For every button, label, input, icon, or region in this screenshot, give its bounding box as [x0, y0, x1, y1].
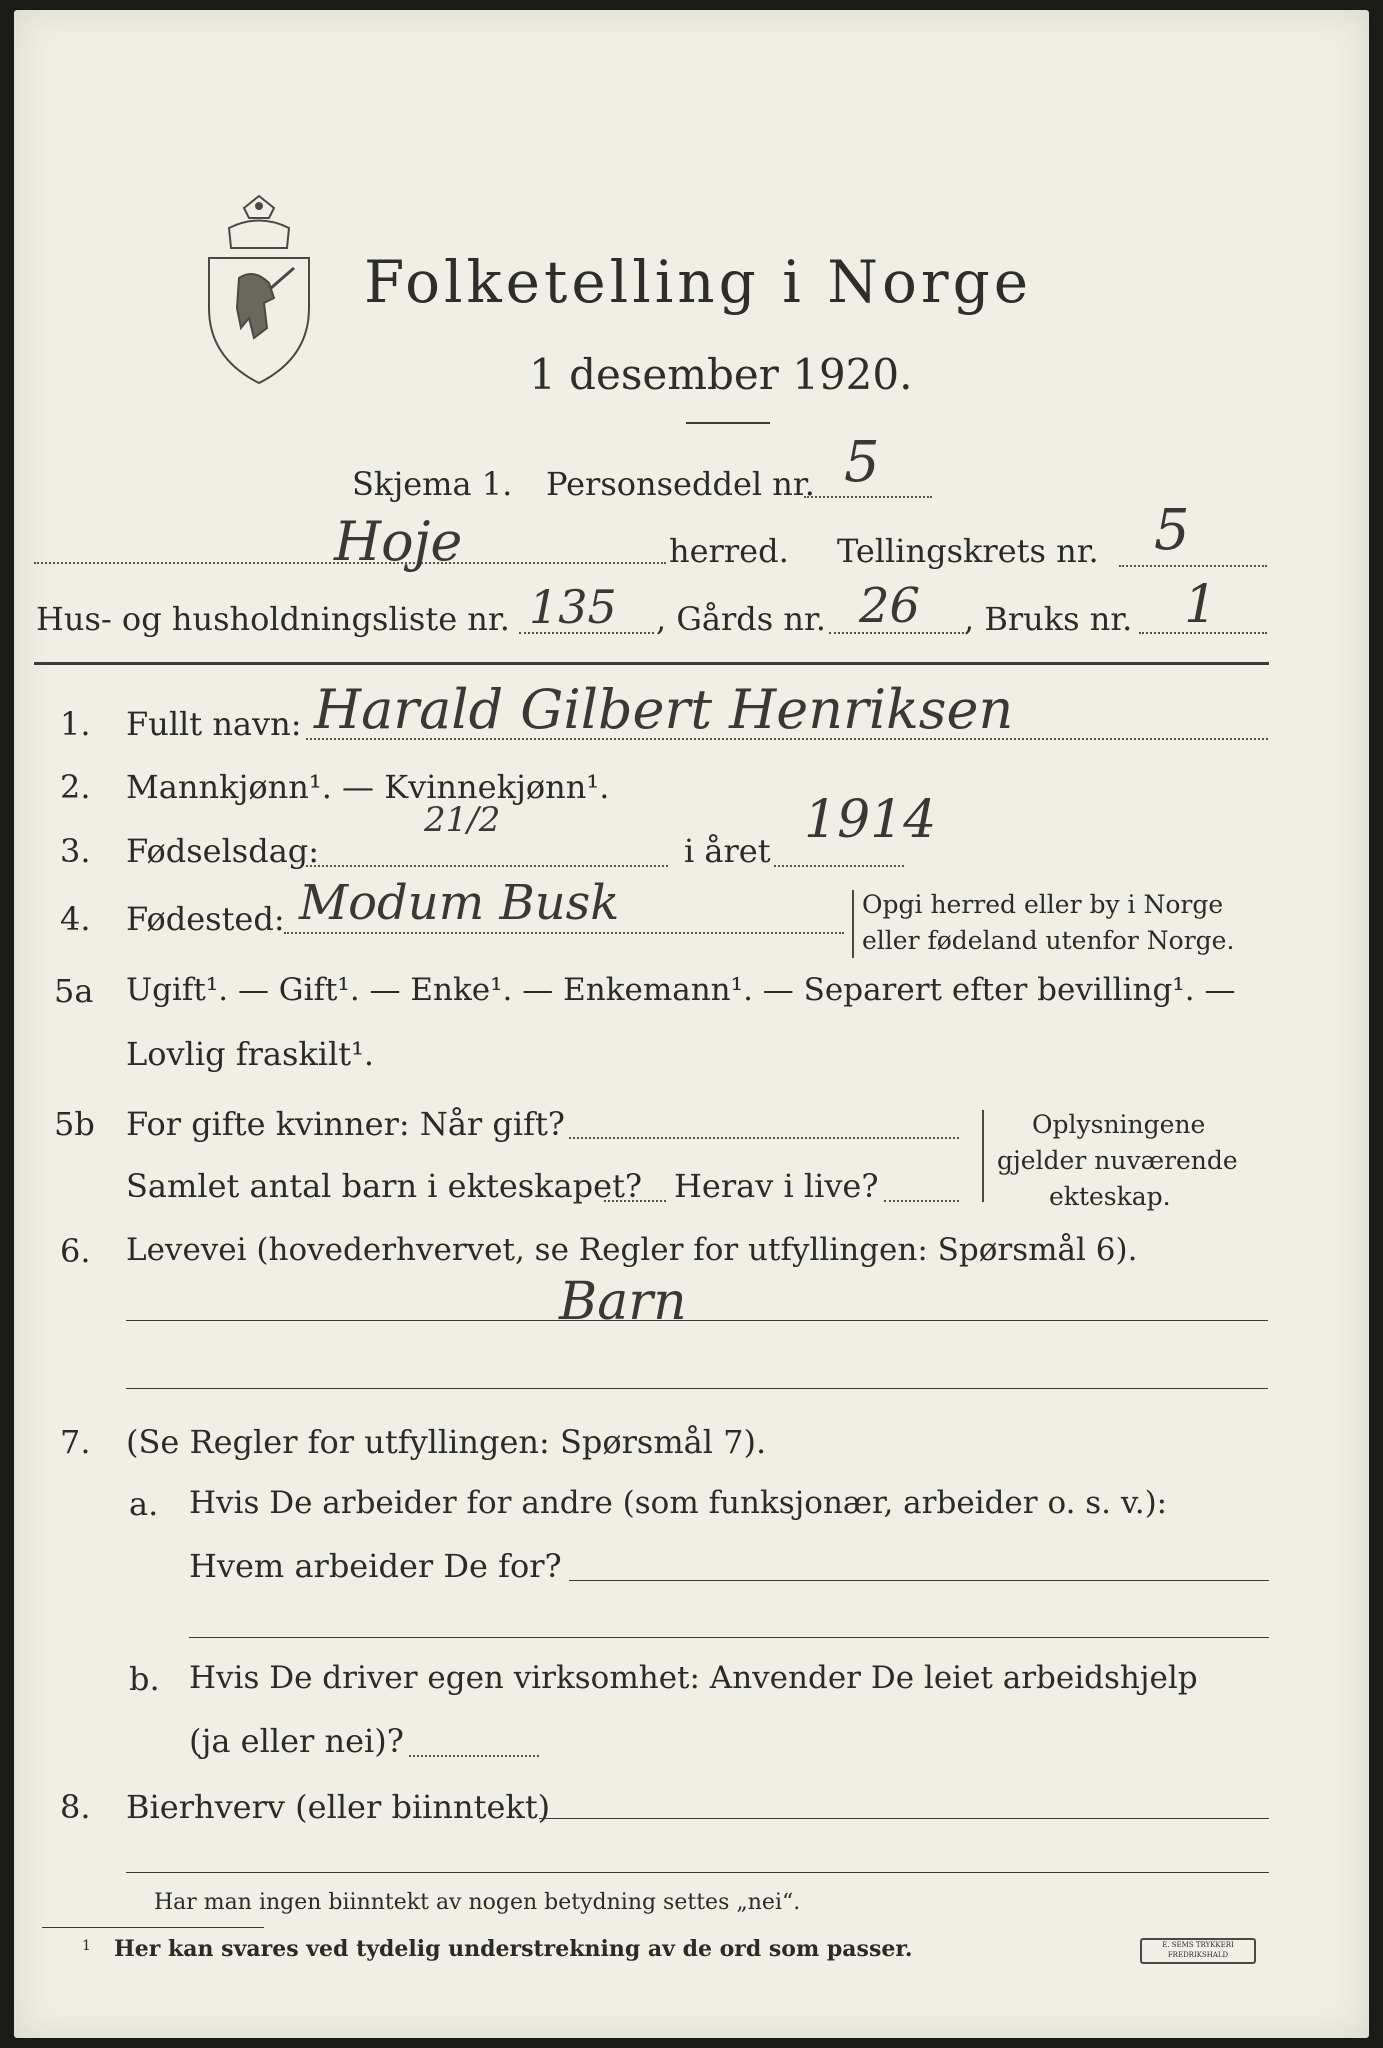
q7a-label: Hvis De arbeider for andre (som funksjonær, arbeider o. s. v.):	[189, 1485, 1168, 1521]
skjema-label: Skjema 1.	[352, 465, 513, 503]
printer-stamp: E. SEMS TRYKKERI FREDRIKSHALD	[1140, 1938, 1256, 1964]
form-title: Folketelling i Norge	[364, 248, 1033, 316]
footnote: Her kan svares ved tydelig understrekning av de ord som passer.	[114, 1936, 913, 1962]
tellingskrets-label: Tellingskrets nr.	[837, 532, 1099, 570]
q5a-label-2: Lovlig fraskilt¹.	[126, 1035, 375, 1073]
herred-value: Hoje	[334, 510, 463, 573]
census-date: 1 desember 1920.	[529, 350, 913, 399]
q7a-letter: a.	[129, 1485, 159, 1523]
q4-note-2: eller fødeland utenfor Norge.	[862, 926, 1235, 955]
footer-note: Har man ingen biinntekt av nogen betydning settes „nei“.	[154, 1890, 801, 1915]
bruks-value: 1	[1184, 575, 1218, 635]
census-form	[14, 10, 1369, 2038]
q6-number: 6.	[60, 1232, 91, 1270]
q3-line	[306, 865, 668, 867]
q7a-line-1	[569, 1580, 1269, 1581]
q1-number: 1.	[60, 705, 91, 743]
q5a-label: Ugift¹. — Gift¹. — Enke¹. — Enkemann¹. — Separert efter bevilling¹. —	[126, 972, 1236, 1008]
q8-line-1	[539, 1818, 1269, 1819]
coat-of-arms-icon	[199, 188, 319, 392]
title-divider	[686, 422, 770, 424]
hus-value: 135	[529, 580, 617, 634]
herred-label: herred.	[669, 532, 789, 570]
q7-label: (Se Regler for utfyllingen: Spørsmål 7).	[126, 1423, 767, 1461]
q5b-note-3: ekteskap.	[1049, 1182, 1171, 1211]
q5a-number: 5a	[54, 972, 94, 1010]
q1-value: Harald Gilbert Henriksen	[314, 678, 1014, 741]
gards-label: , Gårds nr.	[656, 600, 826, 638]
q6-line-1	[126, 1320, 1268, 1321]
hus-label: Hus- og husholdningsliste nr.	[36, 600, 510, 638]
q3-value: 21/2	[424, 800, 501, 840]
q5b-children-line	[604, 1200, 666, 1202]
q5b-label-3: Herav i live?	[674, 1167, 879, 1205]
q7b-label: Hvis De driver egen virksomhet: Anvender De leiet arbeidshjelp	[189, 1660, 1198, 1696]
q7a-label-2: Hvem arbeider De for?	[189, 1547, 562, 1585]
header-separator	[34, 662, 1269, 665]
personseddel-label: Personseddel nr.	[546, 465, 815, 503]
q4-brace	[852, 890, 854, 958]
q5b-label: For gifte kvinner: Når gift?	[126, 1105, 565, 1143]
q8-label: Bierhverv (eller biinntekt)	[126, 1788, 551, 1826]
bruks-label: , Bruks nr.	[964, 600, 1133, 638]
q3-number: 3.	[60, 832, 91, 870]
q2-label: Mannkjønn¹. — Kvinnekjønn¹.	[126, 768, 610, 806]
q6-label: Levevei (hovederhvervet, se Regler for utfyllingen: Spørsmål 6).	[126, 1232, 1138, 1268]
personseddel-line	[804, 496, 932, 498]
q8-line-2	[126, 1872, 1269, 1873]
q2-number: 2.	[60, 768, 91, 806]
q7b-letter: b.	[129, 1660, 160, 1698]
q4-note-1: Opgi herred eller by i Norge	[862, 890, 1224, 919]
q4-label: Fødested:	[126, 900, 285, 938]
personseddel-value: 5	[844, 430, 880, 495]
q6-line-2	[126, 1388, 1268, 1389]
q3-year-value: 1914	[804, 790, 937, 850]
q5b-note-2: gjelder nuværende	[997, 1146, 1238, 1175]
q4-line	[284, 932, 844, 934]
q6-value: Barn	[559, 1272, 687, 1332]
q7b-label-2: (ja eller nei)?	[189, 1722, 404, 1760]
q3-year-line	[774, 865, 904, 867]
q5b-brace	[982, 1110, 984, 1202]
q5b-alive-line	[884, 1200, 959, 1202]
q8-number: 8.	[60, 1788, 91, 1826]
q1-label: Fullt navn:	[126, 705, 302, 743]
q7a-line-2	[189, 1637, 1269, 1638]
q5b-number: 5b	[54, 1105, 95, 1143]
q4-number: 4.	[60, 900, 91, 938]
tellingskrets-value: 5	[1154, 498, 1190, 563]
q3-label: Fødselsdag:	[126, 832, 320, 870]
tellingskrets-line	[1119, 565, 1267, 567]
q3-year-label: i året	[684, 832, 771, 870]
q5b-married-line	[569, 1137, 959, 1139]
q7-number: 7.	[60, 1423, 91, 1461]
q5b-note-1: Oplysningene	[1032, 1110, 1206, 1139]
q7b-line	[409, 1755, 539, 1757]
gards-value: 26	[859, 578, 921, 634]
bleed-through-text	[514, 138, 522, 168]
footnote-rule	[42, 1927, 264, 1928]
q4-value: Modum Busk	[299, 875, 620, 931]
q5b-label-2: Samlet antal barn i ekteskapet?	[126, 1167, 643, 1205]
footnote-mark: 1	[82, 1938, 91, 1954]
